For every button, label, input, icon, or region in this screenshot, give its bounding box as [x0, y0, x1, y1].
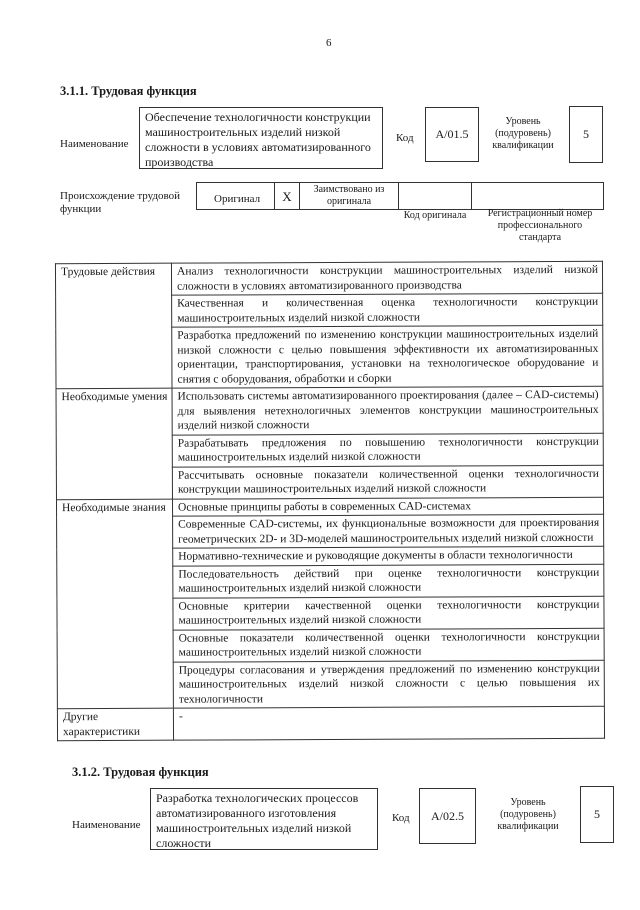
knowledge-item: Основные критерии качественной оценки технологичности конструкции машиностроительных изделий низкой сложности — [173, 596, 604, 630]
code-label-2: Код — [392, 812, 410, 824]
function-name-box — [139, 107, 383, 169]
section-title-312: 3.1.2. Трудовая функция — [72, 765, 209, 779]
labor-actions-label: Трудовые действия — [55, 263, 172, 389]
function-code-value-2: A/02.5 — [431, 808, 464, 823]
labor-action-item: Качественная и количественная оценка технологичности конструкции машиностроительных изделий низкой сложности — [172, 293, 603, 327]
knowledge-item: Основные принципы работы в современных CAD-системах — [172, 497, 603, 516]
knowledge-label: Необходимые знания — [56, 499, 173, 709]
origin-code-cell — [398, 182, 472, 210]
skills-label: Необходимые умения — [56, 388, 172, 499]
table-row — [55, 261, 602, 295]
knowledge-item: Последовательность действий при оценке технологичности конструкции машиностроительных изделий низкой сложности — [173, 564, 604, 598]
labor-action-item: Анализ технологичности конструкции машиностроительных изделий низкой сложности в условиях автоматизированного производства — [171, 261, 602, 295]
function-name-value-2: Разработка технологических процессов автоматизированного изготовления машиностроительных изделий низкой сложности — [156, 791, 359, 850]
origin-label: Происхождение трудовой функции — [60, 190, 181, 215]
knowledge-item: Основные показатели количественной оценки технологичности конструкции машиностроительных изделий низкой сложности — [173, 628, 604, 662]
labor-function-table — [55, 261, 605, 741]
qualification-level-value-2: 5 — [594, 807, 600, 821]
function-code-value: A/01.5 — [435, 127, 469, 141]
qualification-level-box-2 — [580, 786, 614, 843]
other-characteristics-value: - — [173, 706, 604, 740]
knowledge-item: Нормативно-технические и руководящие документы в области технологичности — [173, 546, 604, 565]
code-label: Код — [396, 132, 414, 144]
origin-original-label: Оригинал — [214, 193, 261, 205]
knowledge-item: Процедуры согласования и утверждения предложений по изменению конструкции машиностроительных изделий низкой сложности с целью повышения их технологичности — [173, 660, 604, 708]
page-number: 6 — [326, 37, 332, 49]
table-row — [57, 706, 604, 740]
function-code-box-2 — [419, 788, 476, 844]
function-name-box-2 — [150, 788, 378, 850]
name-label: Наименование — [60, 138, 129, 150]
skill-item: Использовать системы автоматизированного проектирования (далее – CAD-системы) для выявления нетехнологичных элементов конструкции машиностроительных изделий низкой сложности — [172, 386, 603, 434]
qualification-level-value: 5 — [583, 127, 589, 141]
function-name-value: Обеспечение технологичности конструкции машиностроительных изделий низкой сложности в условиях автоматизированного производства — [145, 110, 371, 169]
qualification-level-label: Уровень (подуровень) квалификации — [492, 116, 554, 151]
origin-reg-label: Регистрационный номер профессионального стандарта — [487, 208, 593, 243]
skill-item: Рассчитывать основные показатели количественной оценки технологичности конструкции машиностроительных изделий низкой сложности — [172, 465, 603, 499]
knowledge-item: Современные CAD-системы, их функциональные возможности для проектирования геометрических 2D- и 3D-моделей машиностроительных изделий низкой сложности — [173, 514, 604, 548]
section-title-311: 3.1.1. Трудовая функция — [60, 84, 197, 98]
name-label-2: Наименование — [72, 819, 141, 831]
qualification-level-box — [569, 106, 603, 163]
origin-code-label: Код оригинала — [403, 210, 467, 221]
other-characteristics-label: Другие характеристики — [57, 708, 173, 741]
qualification-level-label-2: Уровень (подуровень) квалификации — [497, 797, 559, 832]
origin-mark: X — [282, 189, 292, 204]
table-row — [56, 386, 603, 435]
origin-borrowed-label: Заимствовано из оригинала — [313, 184, 385, 207]
labor-action-item: Разработка предложений по изменению конструкции машиностроительных изделий низкой сложности с целью повышения эффективности их автоматизированных ориентации, транспортирования, установки на технологическое оборудование и снятия с оборудования, обработки и сборки — [172, 325, 603, 388]
skill-item: Разрабатывать предложения по повышению технологичности конструкции машиностроительных изделий низкой сложности — [172, 433, 603, 467]
function-code-box — [425, 107, 479, 162]
